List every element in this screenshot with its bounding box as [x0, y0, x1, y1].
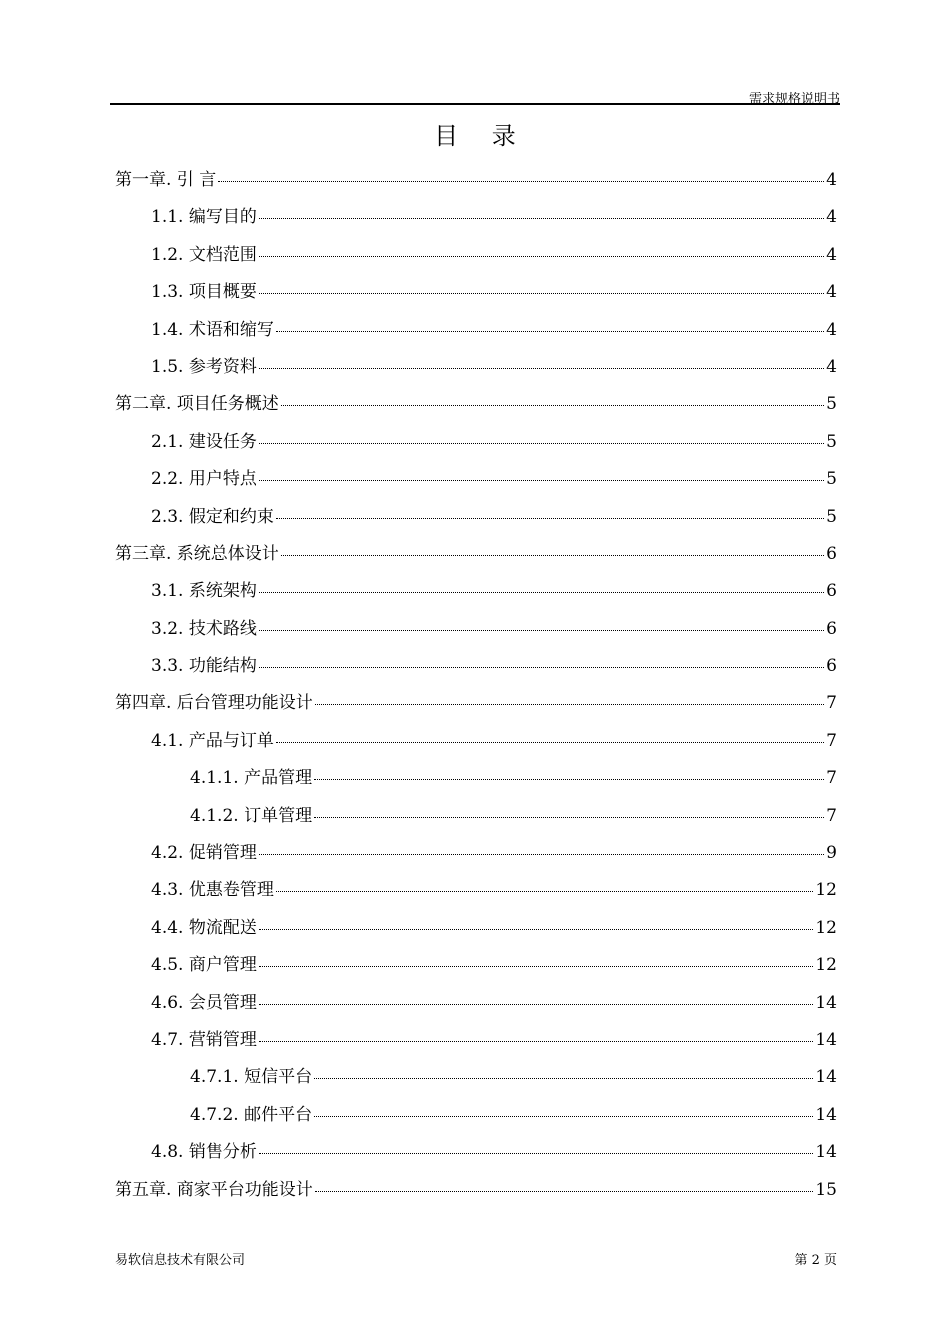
toc-entry-page: 7 [826, 768, 837, 789]
toc-entry-label: 4.8. 销售分析 [151, 1142, 257, 1163]
toc-dot-leader [314, 779, 824, 780]
toc-dot-leader [276, 331, 824, 332]
toc-entry[interactable] [115, 499, 837, 536]
toc-entry[interactable] [115, 723, 837, 760]
toc-entry-label: 1.3. 项目概要 [151, 282, 257, 303]
toc-entry[interactable] [115, 386, 837, 423]
toc-entry-label: 第二章. 项目任务概述 [115, 394, 279, 415]
toc-entry-page: 7 [826, 805, 837, 826]
toc-dot-leader [315, 1191, 814, 1192]
toc-entry-page: 4 [826, 244, 837, 265]
toc-dot-leader [259, 667, 824, 668]
toc-entry-page: 5 [826, 506, 837, 527]
toc-entry-page: 12 [815, 880, 837, 901]
toc-dot-leader [314, 1078, 813, 1079]
toc-entry-label: 4.7. 营销管理 [151, 1029, 257, 1050]
toc-entry[interactable] [115, 536, 837, 573]
toc-entry-page: 12 [815, 917, 837, 938]
toc-entry-label: 1.4. 术语和缩写 [151, 319, 274, 340]
toc-entry[interactable] [115, 985, 837, 1022]
toc-entry-page: 14 [815, 1067, 837, 1088]
toc-dot-leader [259, 1004, 814, 1005]
toc-entry-page: 14 [815, 1104, 837, 1125]
toc-entry-page: 6 [826, 581, 837, 602]
toc-entry-page: 14 [815, 992, 837, 1013]
toc-dot-leader [259, 1041, 814, 1042]
toc-entry-label: 4.7.1. 短信平台 [190, 1067, 313, 1088]
toc-entry[interactable] [115, 461, 837, 498]
toc-entry-page: 4 [826, 207, 837, 228]
toc-entry-page: 7 [826, 693, 837, 714]
toc-entry-page: 9 [826, 843, 837, 864]
toc-entry-page: 5 [826, 431, 837, 452]
toc-entry-page: 5 [826, 394, 837, 415]
toc-entry-label: 1.5. 参考资料 [151, 356, 257, 377]
toc-dot-leader [281, 405, 824, 406]
toc-entry-label: 1.1. 编写目的 [151, 207, 257, 228]
toc-dot-leader [276, 891, 814, 892]
toc-entry[interactable] [115, 648, 837, 685]
toc-entry[interactable] [115, 312, 837, 349]
toc-dot-leader [259, 966, 814, 967]
toc-entry[interactable] [115, 798, 837, 835]
toc-entry[interactable] [115, 162, 837, 199]
toc-entry-page: 14 [815, 1142, 837, 1163]
toc-entry-label: 4.1. 产品与订单 [151, 730, 274, 751]
toc-dot-leader [259, 592, 824, 593]
toc-dot-leader [259, 293, 824, 294]
toc-entry[interactable] [115, 835, 837, 872]
running-header-title: 需求规格说明书 [748, 92, 840, 107]
toc-entry[interactable] [115, 760, 837, 797]
toc-title: 目 录 [434, 122, 516, 150]
toc-dot-leader [314, 1116, 813, 1117]
toc-entry-label: 第四章. 后台管理功能设计 [115, 693, 313, 714]
toc-entry[interactable] [115, 685, 837, 722]
toc-entry-page: 7 [826, 730, 837, 751]
toc-entry-label: 第五章. 商家平台功能设计 [115, 1179, 313, 1200]
toc-entry[interactable] [115, 349, 837, 386]
toc-entry-label: 4.3. 优惠卷管理 [151, 880, 274, 901]
toc-entry-page: 6 [826, 656, 837, 677]
toc-entry[interactable] [115, 1097, 837, 1134]
toc-entry-page: 4 [826, 356, 837, 377]
toc-entry-label: 4.4. 物流配送 [151, 917, 257, 938]
toc-dot-leader [259, 630, 824, 631]
toc-entry-label: 第一章. 引 言 [115, 170, 217, 190]
toc-entry[interactable] [115, 1172, 837, 1209]
toc-entry[interactable] [115, 872, 837, 909]
toc-entry-label: 4.1.2. 订单管理 [190, 805, 313, 826]
toc-entry[interactable] [115, 1022, 837, 1059]
toc-dot-leader [259, 480, 824, 481]
toc-dot-leader [259, 256, 824, 257]
toc-entry-label: 4.1.1. 产品管理 [190, 768, 313, 789]
toc-dot-leader [276, 742, 824, 743]
toc-dot-leader [276, 518, 824, 519]
toc-entry-page: 6 [826, 543, 837, 564]
toc-entry[interactable] [115, 910, 837, 947]
toc-entry-label: 4.6. 会员管理 [151, 992, 257, 1013]
toc-dot-leader [259, 929, 814, 930]
toc-entry[interactable] [115, 237, 837, 274]
toc-entry-label: 4.7.2. 邮件平台 [190, 1104, 313, 1125]
toc-entry[interactable] [115, 199, 837, 236]
toc-dot-leader [259, 368, 824, 369]
footer-page-number: 第 2 页 [794, 1253, 837, 1268]
toc-dot-leader [259, 1153, 814, 1154]
toc-entry-page: 4 [826, 282, 837, 303]
toc-dot-leader [314, 817, 824, 818]
toc-entry-label: 4.2. 促销管理 [151, 843, 257, 864]
toc-dot-leader [218, 181, 824, 182]
toc-entry-label: 3.1. 系统架构 [151, 581, 257, 602]
toc-entry-label: 3.3. 功能结构 [151, 656, 257, 677]
toc-entry[interactable] [115, 1059, 837, 1096]
header-divider [110, 103, 840, 105]
toc-entry-page: 6 [826, 618, 837, 639]
toc-entry[interactable] [115, 573, 837, 610]
toc-entry-page: 4 [826, 170, 837, 190]
toc-entry-page: 15 [815, 1179, 837, 1200]
toc-entry-label: 2.3. 假定和约束 [151, 506, 274, 527]
toc-dot-leader [259, 854, 824, 855]
toc-entry-page: 4 [826, 319, 837, 340]
toc-entry-label: 1.2. 文档范围 [151, 244, 257, 265]
toc-entry-label: 2.1. 建设任务 [151, 431, 257, 452]
toc-dot-leader [259, 443, 824, 444]
toc-entry[interactable] [115, 611, 837, 648]
table-of-contents [115, 162, 837, 1209]
toc-entry[interactable] [115, 274, 837, 311]
toc-entry-label: 2.2. 用户特点 [151, 469, 257, 490]
toc-entry-label: 第三章. 系统总体设计 [115, 543, 279, 564]
toc-dot-leader [259, 218, 824, 219]
toc-entry-label: 4.5. 商户管理 [151, 955, 257, 976]
toc-entry-page: 14 [815, 1029, 837, 1050]
toc-entry[interactable] [115, 947, 837, 984]
toc-entry[interactable] [115, 424, 837, 461]
toc-entry-label: 3.2. 技术路线 [151, 618, 257, 639]
toc-dot-leader [281, 555, 824, 556]
footer-company: 易软信息技术有限公司 [115, 1253, 246, 1268]
toc-entry-page: 5 [826, 469, 837, 490]
toc-entry-page: 12 [815, 955, 837, 976]
toc-entry[interactable] [115, 1134, 837, 1171]
toc-dot-leader [315, 704, 824, 705]
